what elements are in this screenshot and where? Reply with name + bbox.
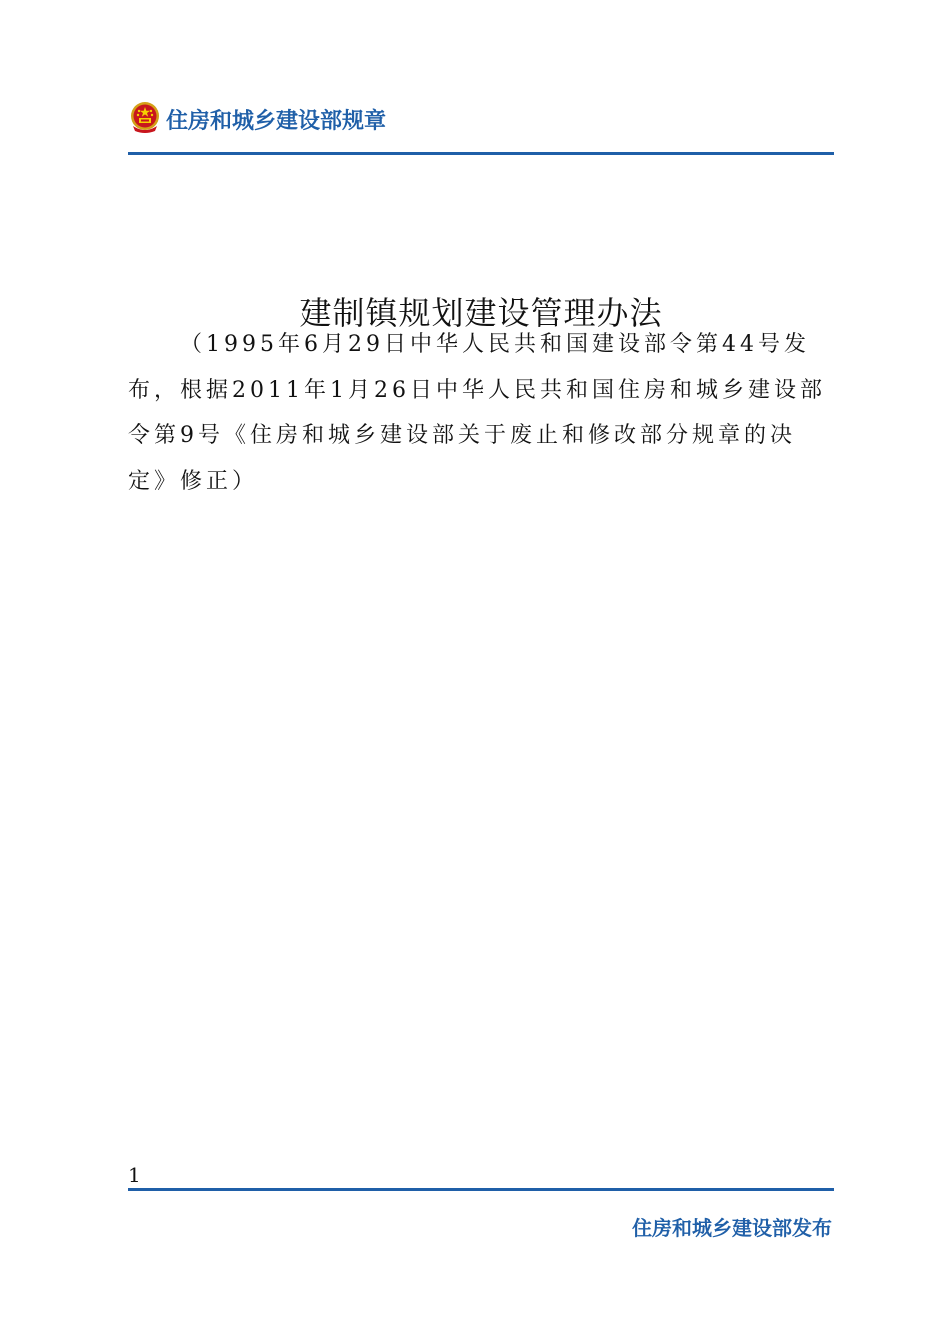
note-line: （1995年6月29日中华人民共和国建设部令第44号发	[180, 332, 810, 357]
note-line: 令第9号《住房和城乡建设部关于废止和修改部分规章的决	[128, 423, 796, 448]
page-header	[128, 96, 834, 156]
note-line: 布，根据2011年1月26日中华人民共和国住房和城乡建设部	[128, 377, 826, 403]
page-number: 1	[128, 1163, 141, 1187]
header-title: 住房和城乡建设部规章	[166, 109, 387, 134]
footer-divider	[128, 1188, 834, 1191]
national-emblem-icon	[128, 100, 162, 134]
footer-publisher: 住房和城乡建设部发布	[632, 1216, 832, 1240]
header-divider	[128, 152, 834, 155]
document-promulgation-note	[128, 322, 834, 504]
document-title: 建制镇规划建设管理办法	[299, 294, 663, 333]
note-line: 定》修正）	[128, 468, 259, 494]
